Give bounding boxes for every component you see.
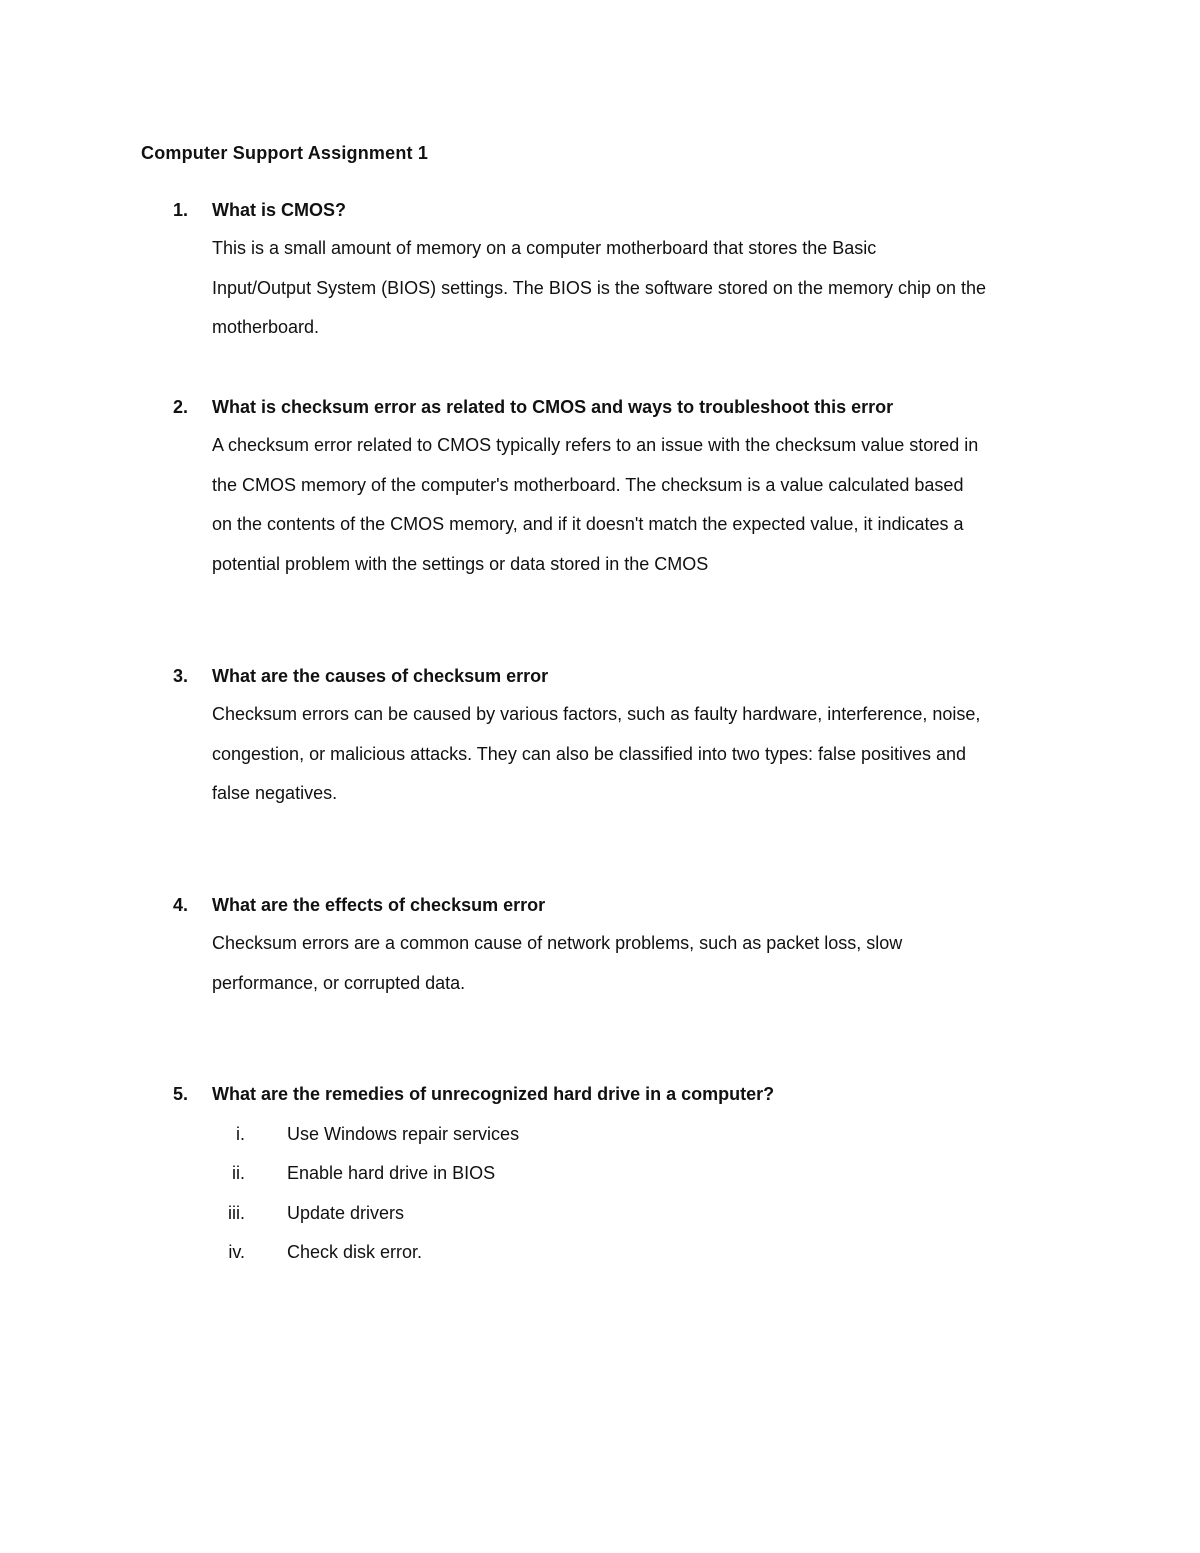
answer-line: Input/Output System (BIOS) settings. The BIOS is the software stored on the memory chip on the bbox=[212, 277, 987, 298]
question-answer bbox=[212, 695, 1072, 814]
question-title: What is CMOS? bbox=[212, 200, 346, 220]
list-item-text: Check disk error. bbox=[287, 1242, 423, 1262]
question-title: What is checksum error as related to CMOS and ways to troubleshoot this error bbox=[212, 397, 894, 417]
answer-line: congestion, or malicious attacks. They can also be classified into two types: false positives and bbox=[212, 743, 967, 764]
question-number: 1. bbox=[173, 200, 189, 220]
list-item bbox=[0, 1124, 1200, 1154]
question-number: 3. bbox=[173, 666, 189, 686]
list-item-text: Use Windows repair services bbox=[287, 1124, 520, 1144]
question-title: What are the remedies of unrecognized hard drive in a computer? bbox=[212, 1084, 775, 1104]
answer-line: Checksum errors are a common cause of network problems, such as packet loss, slow bbox=[212, 933, 903, 953]
list-item bbox=[0, 1163, 1200, 1193]
question-title: What are the effects of checksum error bbox=[212, 895, 546, 915]
question-answer bbox=[212, 426, 1072, 584]
answer-line: A checksum error related to CMOS typically refers to an issue with the checksum value stored in bbox=[212, 435, 979, 455]
question-number: 5. bbox=[173, 1084, 189, 1104]
list-item-text: Update drivers bbox=[287, 1203, 405, 1223]
answer-line: the CMOS memory of the computer's motherboard. The checksum is a value calculated based bbox=[212, 474, 964, 495]
answer-line: potential problem with the settings or data stored in the CMOS bbox=[212, 553, 709, 574]
list-marker: i. bbox=[236, 1124, 245, 1144]
document-title: Computer Support Assignment 1 bbox=[141, 143, 429, 163]
list-marker: ii. bbox=[232, 1163, 245, 1183]
list-marker: iii. bbox=[228, 1203, 245, 1223]
answer-line: motherboard. bbox=[212, 317, 320, 337]
list-item bbox=[0, 1203, 1200, 1233]
question-number: 2. bbox=[173, 397, 189, 417]
question-title: What are the causes of checksum error bbox=[212, 666, 549, 686]
question-answer bbox=[212, 924, 1072, 1003]
answer-line: false negatives. bbox=[212, 783, 338, 803]
list-marker: iv. bbox=[228, 1242, 245, 1262]
answer-line: Checksum errors can be caused by various factors, such as faulty hardware, interference, noise, bbox=[212, 704, 981, 724]
question-answer bbox=[212, 229, 1072, 348]
answer-line: performance, or corrupted data. bbox=[212, 972, 466, 993]
list-item-text: Enable hard drive in BIOS bbox=[287, 1163, 496, 1183]
answer-line: This is a small amount of memory on a computer motherboard that stores the Basic bbox=[212, 238, 877, 258]
question-number: 4. bbox=[173, 895, 189, 915]
list-item bbox=[0, 1242, 1200, 1272]
answer-line: on the contents of the CMOS memory, and if it doesn't match the expected value, it indicates a bbox=[212, 514, 964, 534]
